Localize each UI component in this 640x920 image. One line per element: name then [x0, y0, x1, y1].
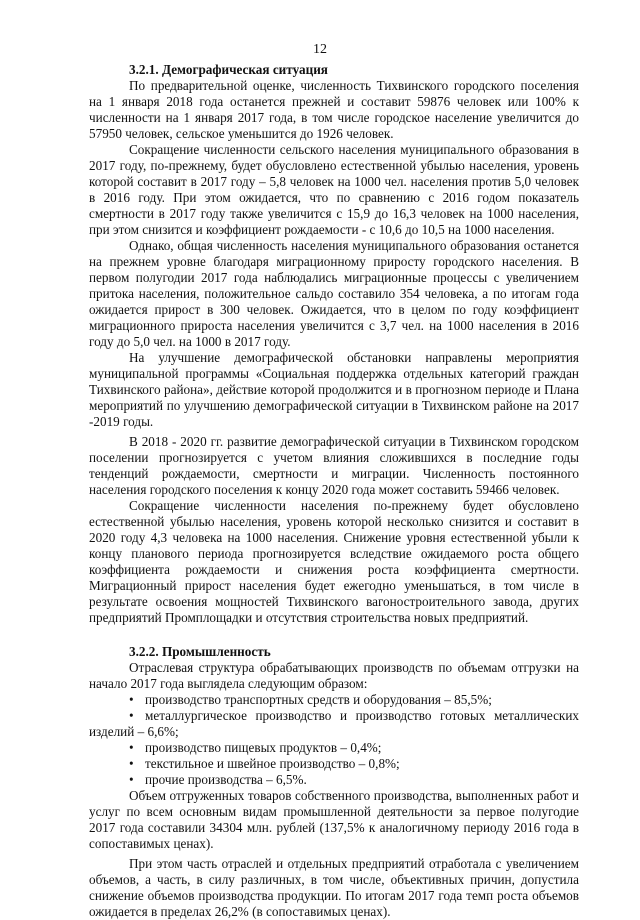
- bullet-icon: •: [129, 692, 134, 707]
- paragraph: В 2018 - 2020 гг. развитие демографической ситуации в Тихвинском городском поселении прогнозируется с учетом влияния сложившихся в последние годы тенденций рождаемости, смертности и миграции. Численность постоянного населения городского поселения к концу 2020 года может составить 59466 человек.: [89, 434, 579, 497]
- paragraph: Сокращение численности сельского населения муниципального образования в 2017 году, по-прежнему, будет обусловлено естественной убылью населения, уровень которой составит в 2017 году – 5,8 человек на 1000 чел. населения против 5,0 человек в 2016 году. При этом ожидается, что по сравнению с 2016 годом показатель смертности в 2017 году также увеличится с 15,9 до 16,3 человек на 1000 населения, при этом снизится и коэффициент рождаемости - с 10,6 до 10,5 на 1000 населения.: [89, 142, 579, 237]
- paragraph: При этом часть отраслей и отдельных предприятий отработала с увеличением объемов, а часть, в силу различных, в том числе, объективных причин, допустила снижение объемов производства продукции. По итогам 2017 года темп роста объемов ожидается в пределах 26,2% (в сопоставимых ценах).: [89, 856, 579, 919]
- bullet-icon: •: [129, 740, 134, 755]
- paragraph: Сокращение численности населения по-прежнему будет обусловлено естественной убылью населения, уровень которой несколько снизится и составит в 2020 году 4,3 человека на 1000 населения. Снижение уровня естественной убыли к концу планового периода прогнозируется вследствие ожидаемого роста общего коэффициента рождаемости и снижения роста коэффициента смертности. Миграционный прирост населения будет ежегодно уменьшаться, в том числе в результате освоения мощностей Тихвинского вагоностроительного завода, других предприятий Промплощадки и отсутствия строительства новых предприятий.: [89, 498, 579, 625]
- paragraph: Объем отгруженных товаров собственного производства, выполненных работ и услуг по всем основным видам промышленной деятельности за первое полугодие 2017 года составили 34304 млн. рублей (137,5% к аналогичному периоду 2016 года в сопоставимых ценах).: [89, 788, 579, 851]
- section-heading-demography: 3.2.1. Демографическая ситуация: [129, 62, 328, 77]
- list-item-text: текстильное и швейное производство – 0,8%;: [145, 756, 400, 771]
- list-item-text: производство пищевых продуктов – 0,4%;: [145, 740, 382, 755]
- industry-structure-list: [89, 692, 579, 788]
- list-item: [89, 772, 579, 788]
- list-item-text: металлургическое производство и производство готовых металлических изделий – 6,6%;: [89, 708, 579, 739]
- page-number: 12: [313, 42, 327, 57]
- list-item: [89, 692, 579, 708]
- paragraph: Отраслевая структура обрабатывающих производств по объемам отгрузки на начало 2017 года выглядела следующим образом:: [89, 660, 579, 691]
- paragraph: По предварительной оценке, численность Тихвинского городского поселения на 1 января 2018 года останется прежней и составит 59876 человек или 100% к численности на 1 января 2017 года, в том числе городское население увеличится до 57950 человек, сельское уменьшится до 1926 человек.: [89, 78, 579, 141]
- paragraph: На улучшение демографической обстановки направлены мероприятия муниципальной программы «Социальная поддержка отдельных категорий граждан Тихвинского района», действие которой продолжится и в прогнозном периоде и Плана мероприятий по улучшению демографической ситуации в Тихвинском районе на 2017 -2019 годы.: [89, 350, 579, 429]
- list-item: [89, 708, 579, 740]
- list-item: [89, 740, 579, 756]
- bullet-icon: •: [129, 756, 134, 771]
- paragraph: Однако, общая численность населения муниципального образования останется на прежнем уровне благодаря миграционному приросту городского населения. В первом полугодии 2017 года наблюдались миграционные процессы с увеличением притока населения, положительное сальдо составило 354 человека, а по итогам года ожидается прирост в 300 человек. Ожидается, что в целом по году коэффициент миграционного прироста населения увеличится с 3,7 чел. на 1000 населения в 2016 году до 5,0 чел. на 1000 в 2017 году.: [89, 238, 579, 349]
- bullet-icon: •: [129, 708, 134, 723]
- list-item-text: производство транспортных средств и оборудования – 85,5%;: [145, 692, 492, 707]
- document-body: [89, 62, 579, 920]
- bullet-icon: •: [129, 772, 134, 787]
- list-item-text: прочие производства – 6,5%.: [145, 772, 307, 787]
- section-heading-industry: 3.2.2. Промышленность: [129, 644, 271, 659]
- list-item: [89, 756, 579, 772]
